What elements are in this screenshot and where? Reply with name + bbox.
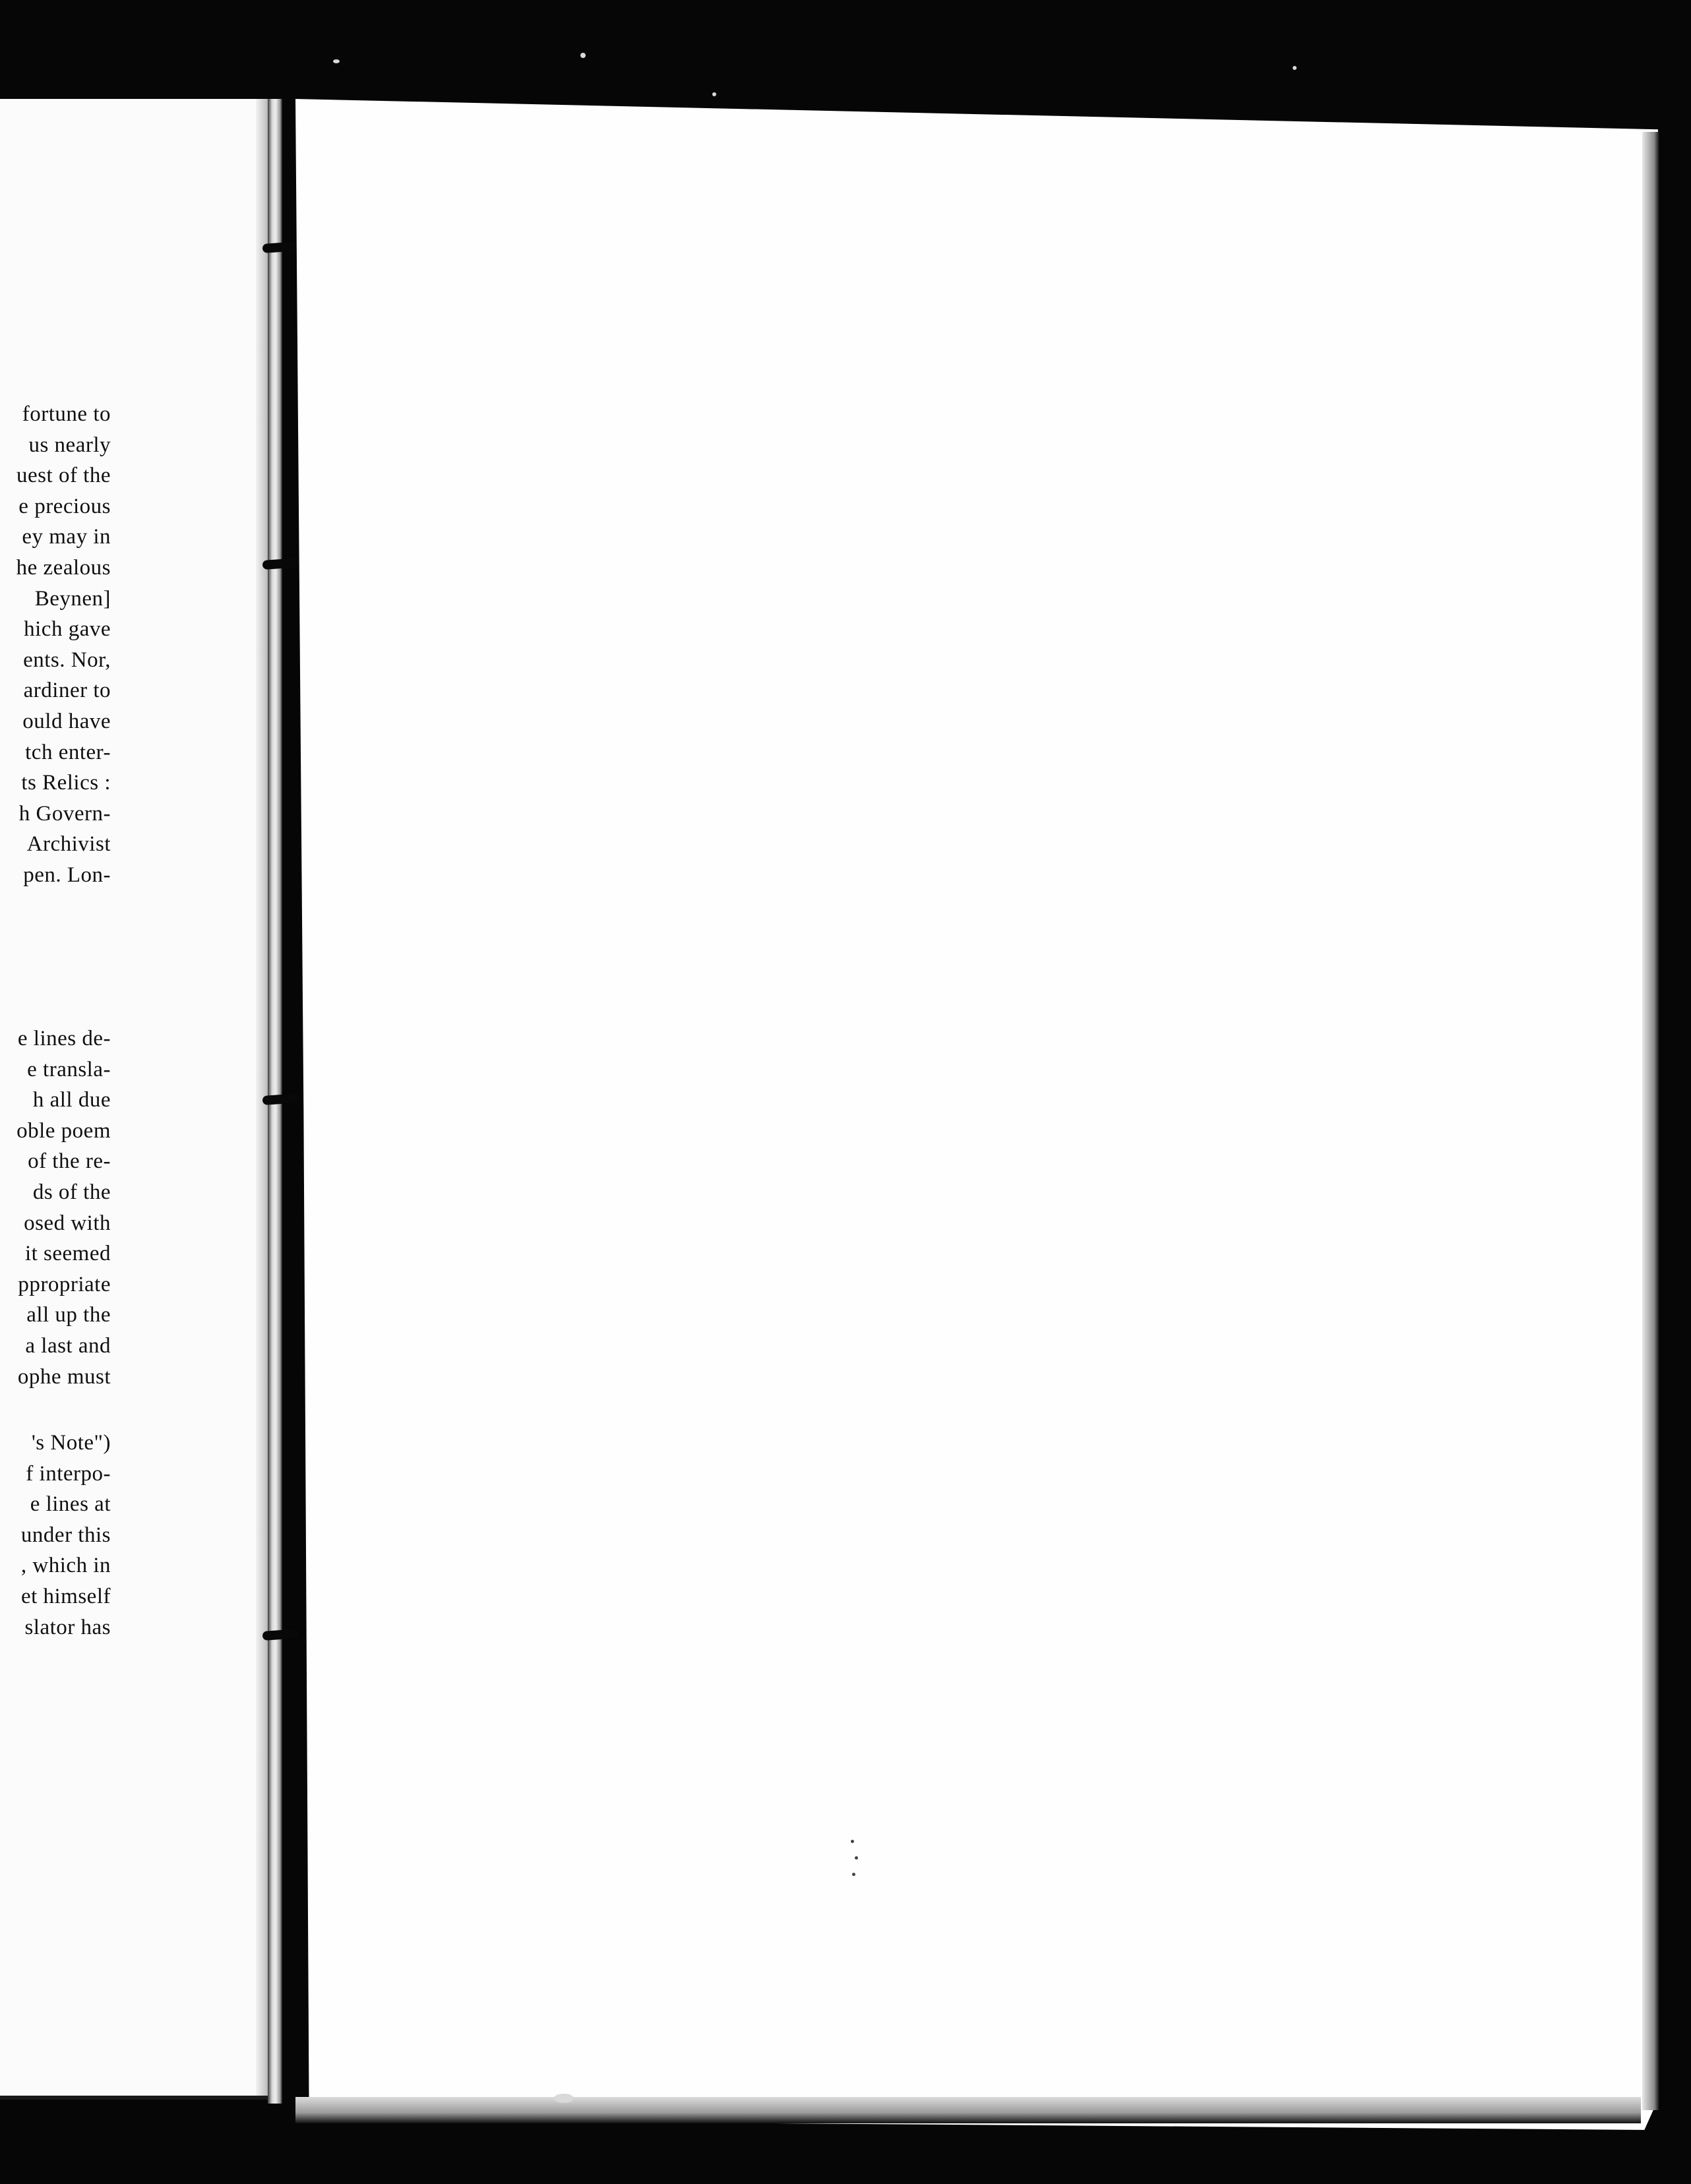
text-line: osed with xyxy=(24,1211,111,1235)
text-line: of the re- xyxy=(28,1149,111,1174)
scan-speck xyxy=(554,2094,574,2103)
binding-stitch xyxy=(262,558,300,570)
text-line: et himself xyxy=(20,1584,111,1608)
right-page-bottom-edge xyxy=(295,2097,1641,2123)
text-line: ppropriate xyxy=(18,1272,111,1296)
text-line: , which in xyxy=(20,1554,111,1578)
text-line: e precious xyxy=(18,494,111,518)
binding-stitch xyxy=(262,1093,300,1105)
text-line: us nearly xyxy=(28,433,111,457)
text-line: all up the xyxy=(26,1303,111,1327)
binding-stitch xyxy=(262,1629,300,1641)
text-line: under this xyxy=(20,1523,111,1547)
scan-speck xyxy=(852,1873,855,1876)
text-line: e lines at xyxy=(30,1492,111,1517)
text-line: fortune to xyxy=(22,402,111,426)
text-line: f interpo- xyxy=(26,1461,111,1486)
text-line: slator has xyxy=(24,1615,111,1639)
text-line: ts Relics : xyxy=(21,771,111,795)
text-line: it seemed xyxy=(24,1242,111,1266)
text-line: h Govern- xyxy=(18,801,111,826)
scan-speck xyxy=(712,92,716,96)
text-line: ardiner to xyxy=(23,679,111,703)
text-line: ey may in xyxy=(22,525,111,549)
text-line: e lines de- xyxy=(17,1027,111,1050)
text-line: Beynen] xyxy=(34,586,111,611)
right-page-side-edge xyxy=(1642,132,1659,2110)
text-line: e transla- xyxy=(27,1057,111,1081)
text-line: ds of the xyxy=(32,1180,111,1204)
text-line: ould have xyxy=(22,709,111,733)
text-line: Archivist xyxy=(26,832,111,857)
text-line: hich gave xyxy=(24,617,111,642)
left-page-paragraph-1 xyxy=(16,399,111,891)
text-line: uest of the xyxy=(16,464,111,488)
text-line: oble poem xyxy=(16,1118,111,1143)
text-line: ophe must xyxy=(17,1364,111,1389)
scan-speck xyxy=(333,59,340,63)
right-page-blank xyxy=(295,99,1658,2130)
binding-stitch xyxy=(262,241,300,253)
text-line: h all due xyxy=(32,1088,111,1112)
scan-speck xyxy=(855,1856,858,1860)
text-line: ents. Nor, xyxy=(23,648,111,672)
text-line: a last and xyxy=(25,1333,111,1358)
text-line: 's Note") xyxy=(31,1431,111,1455)
left-page-paragraph-2 xyxy=(16,1023,111,1392)
scan-speck xyxy=(851,1840,854,1843)
left-page-paragraph-3 xyxy=(21,1428,111,1643)
scan-speck xyxy=(1293,66,1297,70)
scan-speck xyxy=(580,53,586,58)
text-line: he zealous xyxy=(16,555,111,580)
text-line: tch enter- xyxy=(25,740,111,764)
text-line: pen. Lon- xyxy=(23,863,111,887)
